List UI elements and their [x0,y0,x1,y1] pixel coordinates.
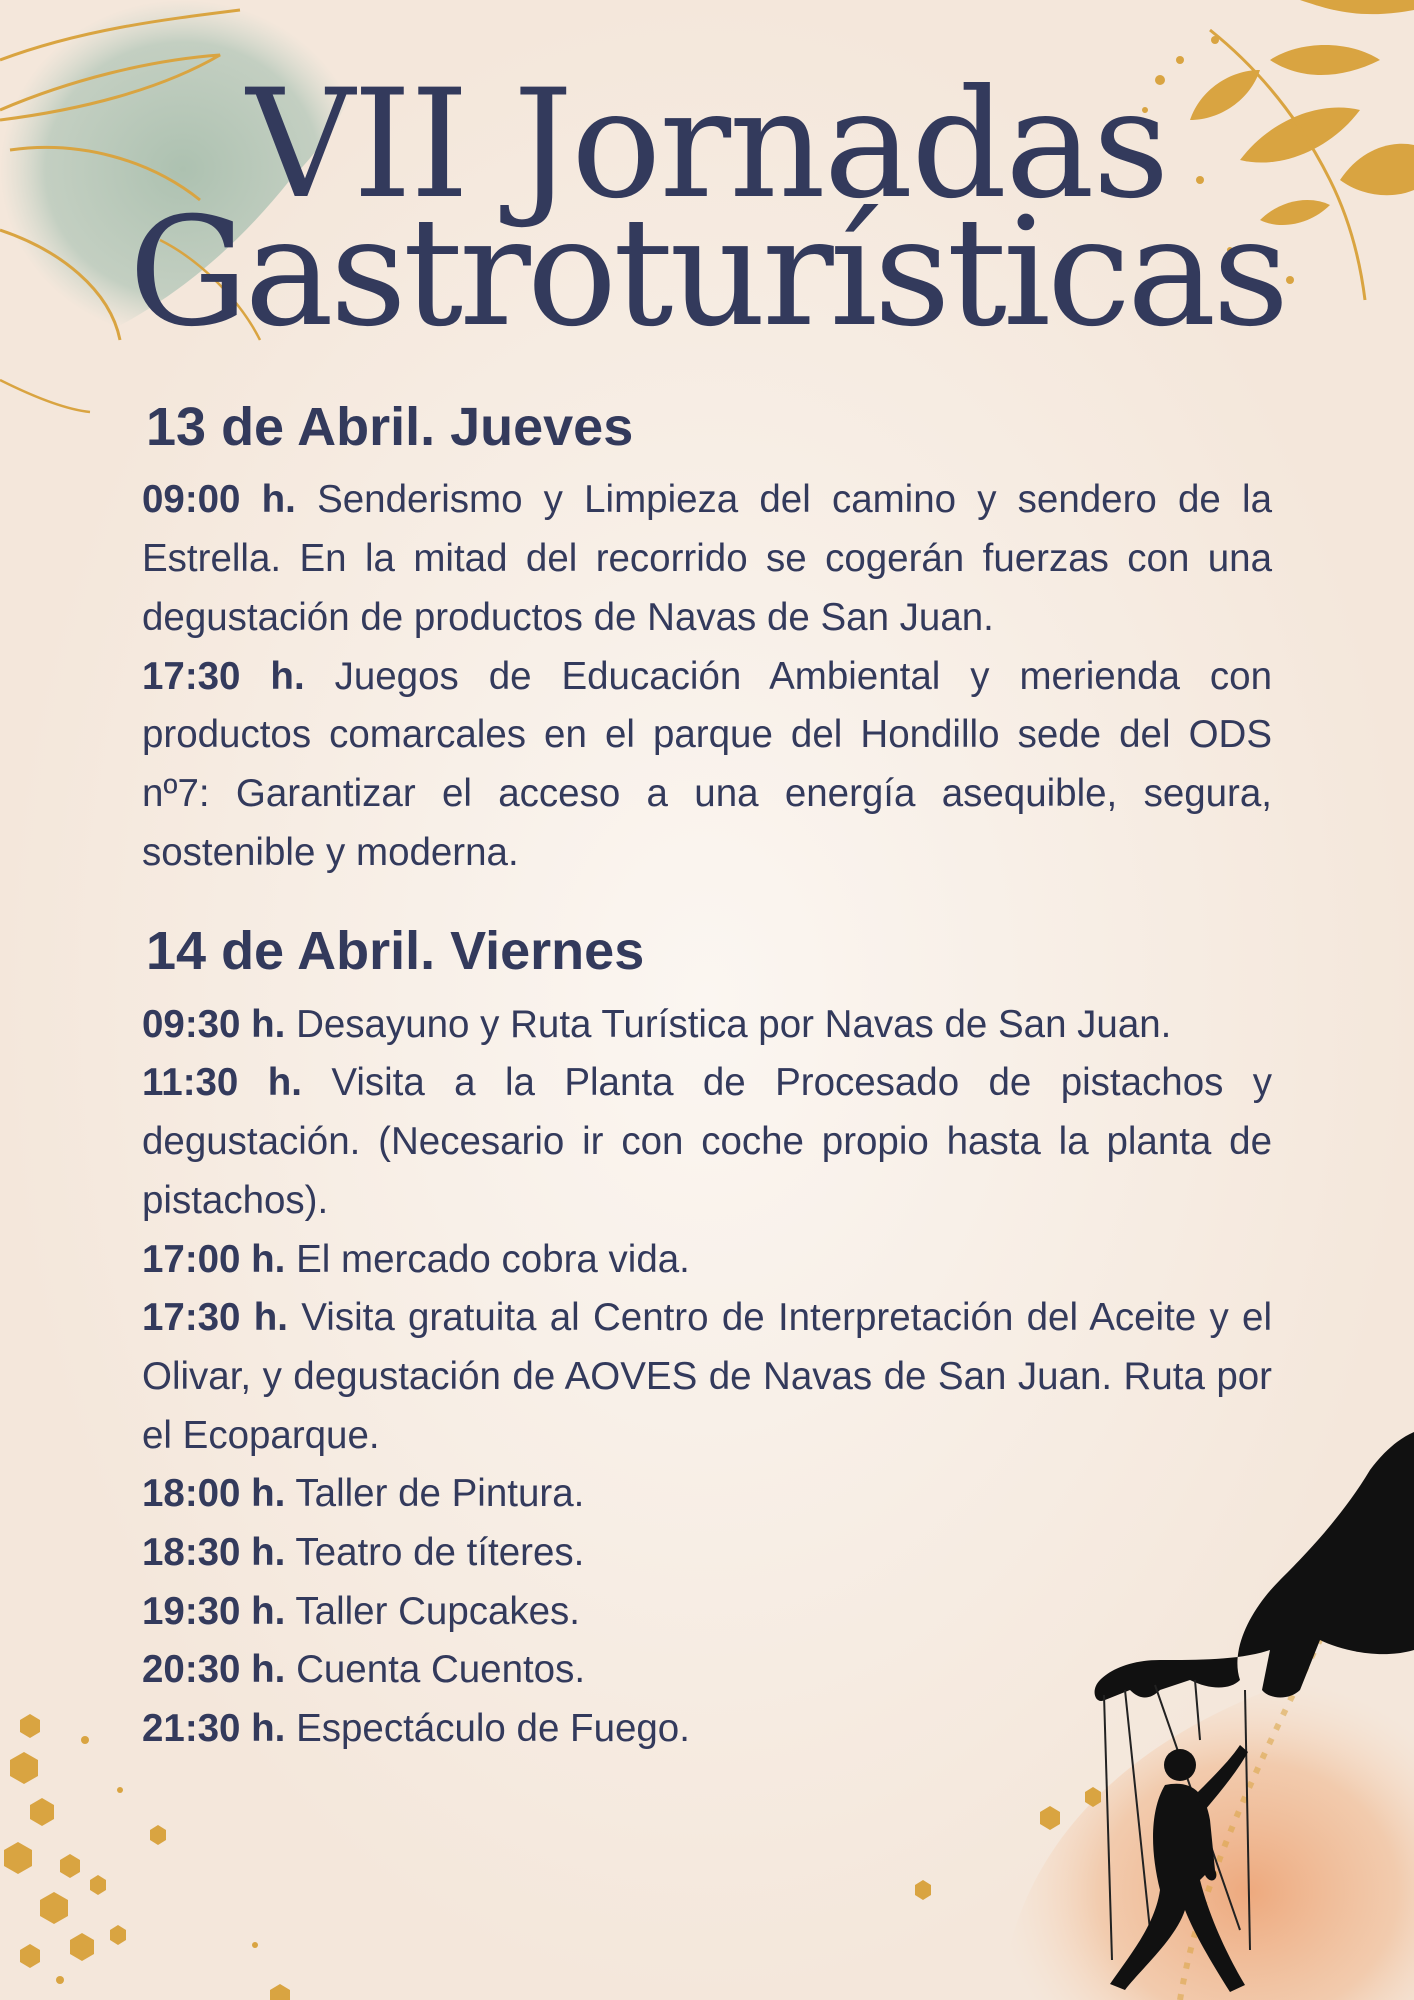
event-item [142,1641,1272,1700]
event-description: Taller Cupcakes. [295,1589,581,1633]
event-description: Espectáculo de Fuego. [296,1707,690,1751]
event-time: 20:30 h. [142,1648,286,1692]
event-time: 09:30 h. [142,1002,286,1046]
day-heading-13-abril: 13 de Abril. Jueves [146,397,634,457]
event-description: Cuenta Cuentos. [296,1648,586,1692]
event-description: Senderismo y Limpieza del camino y sendero de la Estrella. En la mitad del recorrido se cogerán fuerzas con una degustación de productos de Navas de San Juan. [142,478,1272,639]
event-description: Visita gratuita al Centro de Interpretación del Aceite y el Olivar, y degustación de AOVES de Navas de San Juan. Ruta por el Ecoparque. [142,1296,1272,1457]
event-description: El mercado cobra vida. [296,1237,690,1281]
event-time: 17:30 h. [142,1296,288,1340]
event-item [142,471,1272,647]
event-item [142,1700,1272,1759]
title-line-2: Gastroturísticas [128,186,1286,360]
event-time: 18:00 h. [142,1472,286,1516]
day-heading-14-abril: 14 de Abril. Viernes [146,921,645,982]
event-time: 19:30 h. [142,1589,286,1633]
event-description: Teatro de títeres. [295,1531,585,1575]
event-description: Desayuno y Ruta Turística por Navas de San Juan. [296,1002,1172,1046]
program-content [142,398,1272,1759]
event-item [142,1524,1272,1583]
event-item [142,1465,1272,1524]
event-description: Visita a la Planta de Procesado de pistachos y degustación. (Necesario ir con coche propio hasta la planta de pistachos). [142,1061,1272,1222]
event-item [142,1289,1272,1465]
event-item [142,648,1272,883]
event-time: 21:30 h. [142,1707,286,1751]
event-item [142,1054,1272,1230]
event-description: Taller de Pintura. [295,1472,585,1516]
event-item [142,1231,1272,1290]
event-item [142,996,1272,1055]
title-line-1: VII Jornadas [246,58,1168,232]
event-time: 17:30 h. [142,654,305,698]
event-time: 17:00 h. [142,1237,286,1281]
event-description: Juegos de Educación Ambiental y merienda con productos comarcales en el parque del Hondillo sede del ODS nº7: Garantizar el acceso a una energía asequible, segura, sostenible y moderna. [142,654,1272,874]
event-time: 11:30 h. [142,1061,302,1105]
event-item [142,1583,1272,1642]
event-time: 18:30 h. [142,1531,286,1575]
event-time: 09:00 h. [142,478,296,522]
